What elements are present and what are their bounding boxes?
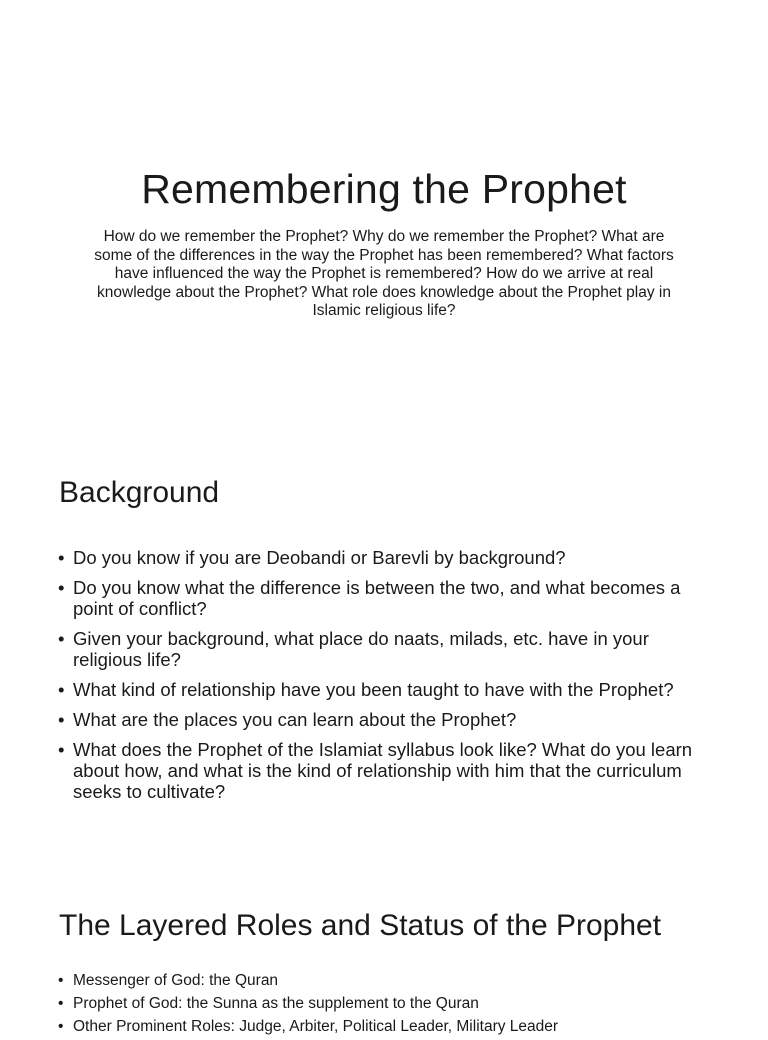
slide-title: Remembering the Prophet (141, 166, 627, 212)
bullet-text: Prophet of God: the Sunna as the supplement to the Quran (73, 995, 479, 1012)
bullet-icon: • (58, 547, 65, 568)
bullet-text: Do you know if you are Deobandi or Barevli by background? (73, 547, 566, 568)
bullet-text: What are the places you can learn about the Prophet? (73, 709, 517, 730)
bullet-icon: • (58, 628, 65, 649)
bullet-text: Other Prominent Roles: Judge, Arbiter, Political Leader, Military Leader (73, 1018, 559, 1035)
bullet-item (58, 739, 718, 802)
bullet-icon: • (58, 972, 64, 989)
bullet-text: What kind of relationship have you been taught to have with the Prophet? (73, 679, 674, 700)
bullet-icon: • (58, 995, 64, 1012)
bullet-icon: • (58, 709, 65, 730)
slide-subtitle: How do we remember the Prophet? Why do we remember the Prophet? What are some of the differences in the way the Prophet has been remembered? What factors have influenced the way the Prophet is remembered? How do we arrive at real knowledge about the Prophet? What role does knowledge about the Prophet play in Islamic religious life? (94, 228, 674, 320)
roles-slide (0, 864, 768, 1035)
bullet-item (58, 1017, 738, 1036)
background-heading: Background (59, 476, 220, 509)
title-slide (0, 0, 768, 432)
bullet-item (58, 679, 718, 700)
bullet-icon: • (58, 1018, 64, 1035)
bullet-text: Messenger of God: the Quran (73, 972, 279, 989)
roles-heading: The Layered Roles and Status of the Prophet (59, 909, 662, 942)
bullet-icon: • (58, 679, 65, 700)
bullet-icon: • (58, 577, 65, 598)
bullet-item (58, 994, 738, 1013)
background-slide (0, 432, 768, 864)
bullet-item (58, 577, 718, 619)
bullet-item (58, 971, 738, 990)
bullet-text: Do you know what the difference is between the two, and what becomes a point of conflict? (73, 577, 681, 619)
bullet-item (58, 547, 718, 568)
bullet-text: Given your background, what place do naats, milads, etc. have in your religious life? (73, 628, 649, 670)
background-bullet-list (58, 547, 718, 811)
bullet-icon: • (58, 739, 65, 760)
bullet-text: What does the Prophet of the Islamiat syllabus look like? What do you learn about how, and what is the kind of relationship with him that the curriculum seeks to cultivate? (73, 739, 693, 802)
roles-bullet-list (58, 971, 738, 1040)
bullet-item (58, 709, 718, 730)
bullet-item (58, 628, 718, 670)
